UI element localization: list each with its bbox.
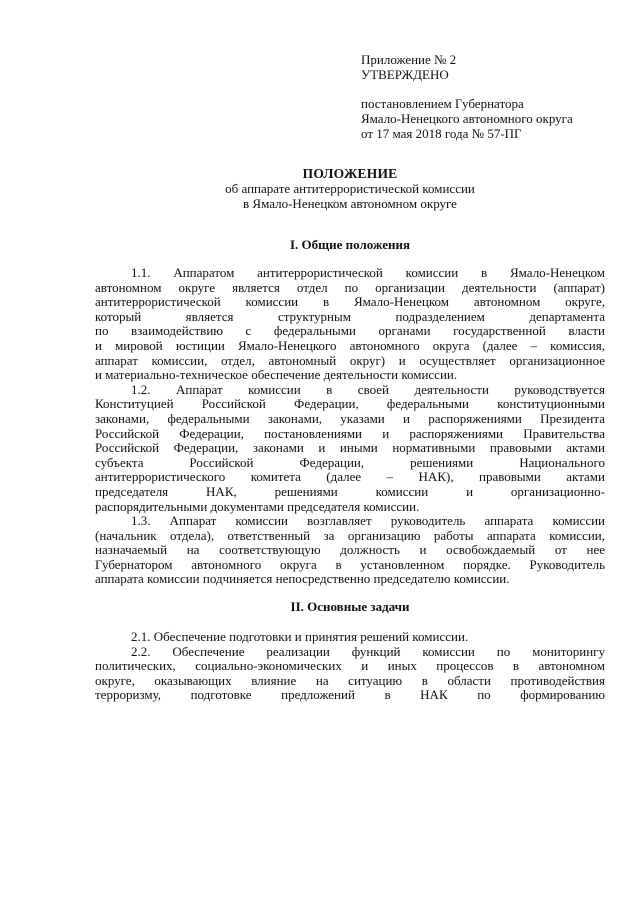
text-line: распорядительными документами председателя комиссии. [95, 498, 420, 514]
approval-region-line: Ямало-Ненецкого автономного округа [361, 111, 573, 126]
text-line: назначаемый на соответствующую должность и освобождаемый от нее [95, 542, 605, 558]
text-line: и мировой юстиции Ямало-Ненецкого автономного округа (далее – комиссия, [95, 337, 605, 353]
paragraph-1-2 [95, 383, 605, 514]
title-main: ПОЛОЖЕНИЕ [302, 166, 398, 181]
text-line: Конституцией Российской Федерации, федеральными конституционными [95, 396, 605, 412]
text-line: субъекта Российской Федерации, решениями Национального [95, 454, 605, 470]
text-line: 1.1. Аппаратом антитеррористической комиссии в Ямало-Ненецком [131, 265, 605, 280]
text-line: аппарат комиссии, отдел, автономный округ) и осуществляет организационное [95, 352, 605, 368]
text-line: законами, федеральными законами, указами и распоряжениями Президента [95, 410, 605, 426]
text-line: который является структурным подразделением департамента [95, 308, 605, 324]
paragraph-2-2 [95, 645, 605, 703]
approval-date-line: от 17 мая 2018 года № 57-ПГ [361, 126, 522, 141]
approval-decree-line: постановлением Губернатора [361, 96, 524, 111]
text-line: антитеррористического комитета (далее – НАК), правовыми актами [95, 469, 605, 485]
section-2-body [95, 630, 605, 703]
text-line: Губернатором автономного округа в установленном порядке. Руководитель [95, 556, 605, 572]
text-line: антитеррористической комиссии в Ямало-Ненецком автономном округе, [95, 294, 605, 310]
title-subtitle-line-1: об аппарате антитеррористической комиссии [225, 181, 475, 196]
document-title [95, 166, 605, 211]
text-line: и материально-техническое обеспечение деятельности комиссии. [95, 367, 458, 383]
text-line: политических, социально-экономических и иных процессов в автономном [95, 658, 605, 674]
text-line: автономном округе является отдел по организации деятельности (аппарат) [95, 279, 605, 295]
section-1-heading: I. Общие положения [290, 237, 410, 252]
text-line: Российской Федерации, постановлениями и распоряжениями Правительства [95, 425, 605, 441]
text-line: 1.3. Аппарат комиссии возглавляет руководитель аппарата комиссии [131, 513, 605, 529]
text-line: 2.1. Обеспечение подготовки и принятия решений комиссии. [131, 629, 469, 644]
text-line: 1.2. Аппарат комиссии в своей деятельности руководствуется [131, 381, 605, 397]
text-line: (начальник отдела), ответственный за организацию работы аппарата комиссии, [95, 527, 605, 543]
text-line: терроризму, подготовке предложений в НАК по формированию [95, 687, 605, 703]
text-line: Российской Федерации, законами и иными нормативными правовыми актами [95, 440, 605, 456]
paragraph-1-1 [95, 266, 605, 383]
paragraph-1-3 [95, 514, 605, 587]
title-subtitle-line-2: в Ямало-Ненецком автономном округе [243, 196, 457, 211]
text-line: 2.2. Обеспечение реализации функций комиссии по мониторингу [131, 643, 605, 659]
section-2-heading: II. Основные задачи [290, 599, 410, 614]
section-1-body [95, 266, 605, 587]
approval-stamp-text: УТВЕРЖДЕНО [361, 67, 449, 82]
text-line: председателя НАК, решениями комиссии и организационно- [95, 483, 605, 499]
appendix-number: Приложение № 2 [361, 52, 457, 67]
text-line: по взаимодействию с федеральными органами государственной власти [95, 323, 605, 339]
text-line: округе, оказывающих влияние на ситуацию в области противодействия [95, 672, 605, 688]
paragraph-2-1 [95, 630, 605, 645]
appendix-block [361, 52, 621, 141]
text-line: аппарата комиссии подчиняется непосредственно председателю комиссии. [95, 571, 510, 587]
